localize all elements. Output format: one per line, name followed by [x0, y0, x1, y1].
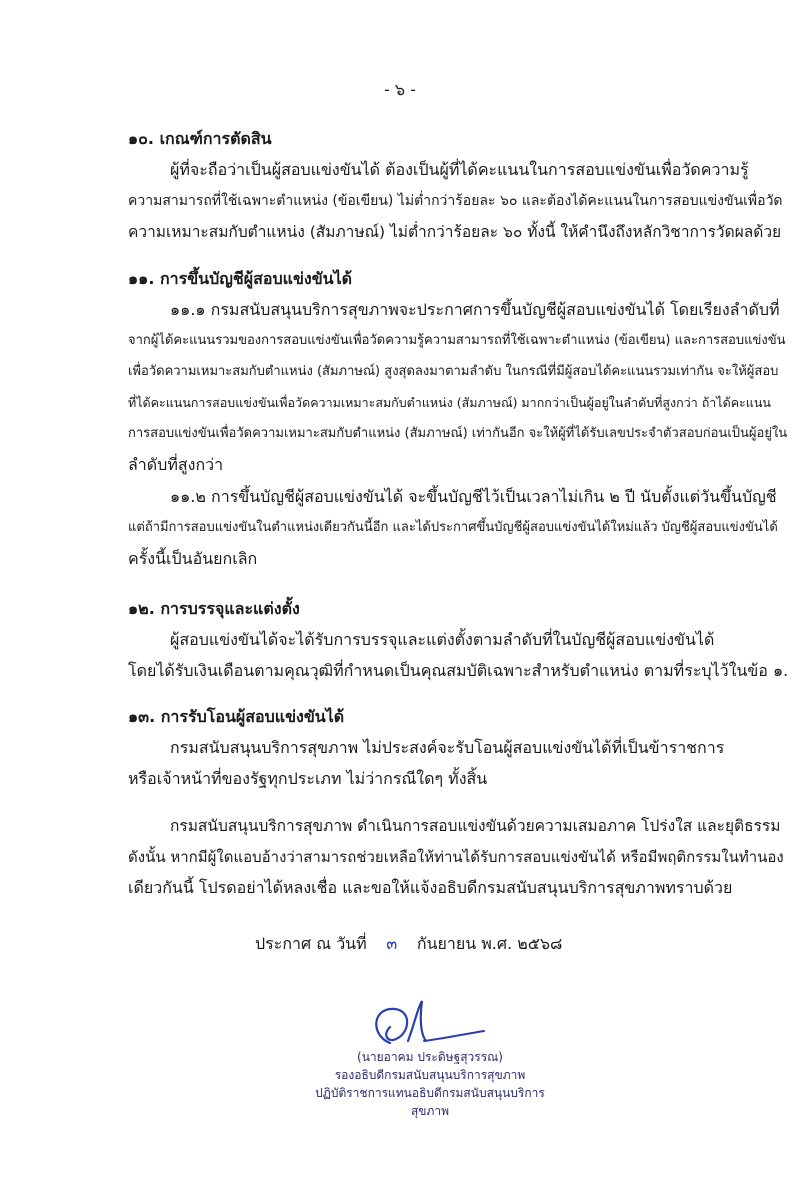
section-10-line-3: ความเหมาะสมกับตำแหน่ง (สัมภาษณ์) ไม่ต่ำกว่าร้อยละ ๖๐ ทั้งนี้ ให้คำนึงถึงหลักวิชาการวัดผลด้วย — [128, 223, 782, 241]
section-11-2-line-3: ครั้งนี้เป็นอันยกเลิก — [128, 549, 258, 568]
section-11-1-line-6: ลำดับที่สูงกว่า — [128, 455, 224, 474]
closing-line-3: เดียวกันนี้ โปรดอย่าได้หลงเชื่อ และขอให้แจ้งอธิบดีกรมสนับสนุนบริการสุขภาพทราบด้วย — [128, 878, 733, 897]
section-12-heading: ๑๒. การบรรจุและแต่งตั้ง — [128, 599, 300, 618]
section-11-2-line-2: แต่ถ้ามีการสอบแข่งขันในตำแหน่งเดียวกันนี้อีก และได้ประกาศขึ้นบัญชีผู้สอบแข่งขันได้ใหม่แล้ว บัญชีผู้สอบแข่งขันได้ — [128, 520, 778, 535]
section-11-1-line-3: เพื่อวัดความเหมาะสมกับตำแหน่ง (สัมภาษณ์) สูงสุดลงมาตามลำดับ ในกรณีที่มีผู้สอบได้คะแนนรวมเท่ากัน จะให้ผู้สอบ — [128, 364, 779, 379]
page-number: - ๖ - — [384, 80, 416, 99]
section-11-1-line-4: ที่ได้คะแนนการสอบแข่งขันเพื่อวัดความเหมาะสมกับตำแหน่ง (สัมภาษณ์) มากกว่าเป็นผู้อยู่ในลำดับที่สูงกว่า ถ้าได้คะแนน — [128, 395, 771, 410]
section-11-1-line-5: การสอบแข่งขันเพื่อวัดความเหมาะสมกับตำแหน่ง (สัมภาษณ์) เท่ากันอีก จะให้ผู้ที่ได้รับเลขประจำตัวสอบก่อนเป็นผู้อยู่ใน — [128, 426, 788, 441]
signer-title-2: ปฏิบัติราชการแทนอธิบดีกรมสนับสนุนบริการสุขภาพ — [315, 1086, 545, 1118]
section-13-heading: ๑๓. การรับโอนผู้สอบแข่งขันได้ — [128, 707, 345, 726]
section-12-line-2: โดยได้รับเงินเดือนตามคุณวุฒิที่กำหนดเป็นคุณสมบัติเฉพาะสำหรับตำแหน่ง ตามที่ระบุไว้ในข้อ ๑. — [128, 661, 789, 680]
section-11-1-line-1: ๑๑.๑ กรมสนับสนุนบริการสุขภาพจะประกาศการขึ้นบัญชีผู้สอบแข่งขันได้ โดยเรียงลำดับที่ — [170, 300, 780, 319]
announcement-date — [255, 932, 562, 957]
section-13-line-1: กรมสนับสนุนบริการสุขภาพ ไม่ประสงค์จะรับโอนผู้สอบแข่งขันได้ที่เป็นข้าราชการ — [170, 738, 725, 757]
section-10-heading: ๑๐. เกณฑ์การตัดสิน — [128, 129, 272, 148]
section-10-line-1: ผู้ที่จะถือว่าเป็นผู้สอบแข่งขันได้ ต้องเป็นผู้ที่ได้คะแนนในการสอบแข่งขันเพื่อวัดความรู้ — [170, 160, 749, 179]
handwritten-signature — [360, 995, 490, 1055]
announcement-month-year: กันยายน พ.ศ. ๒๕๖๘ — [416, 934, 563, 953]
closing-line-2: ดังนั้น หากมีผู้ใดแอบอ้างว่าสามารถช่วยเหลือให้ท่านได้รับการสอบแข่งขันได้ หรือมีพฤติกรรมในทำนอง — [128, 848, 784, 866]
signature-block — [300, 1048, 560, 1120]
closing-line-1: กรมสนับสนุนบริการสุขภาพ ดำเนินการสอบแข่งขันด้วยความเสมอภาค โปร่งใส และยุติธรรม — [170, 817, 781, 835]
section-12-line-1: ผู้สอบแข่งขันได้จะได้รับการบรรจุและแต่งตั้งตามลำดับที่ในบัญชีผู้สอบแข่งขันได้ — [170, 630, 715, 649]
section-11-1-line-2: จากผู้ได้คะแนนรวมของการสอบแข่งขันเพื่อวัดความรู้ความสามารถที่ใช้เฉพาะตำแหน่ง (ข้อเขียน) และการสอบแข่งขัน — [128, 333, 786, 348]
signer-title-1: รองอธิบดีกรมสนับสนุนบริการสุขภาพ — [334, 1068, 526, 1082]
announcement-day: ๓ — [386, 934, 398, 953]
section-13-line-2: หรือเจ้าหน้าที่ของรัฐทุกประเภท ไม่ว่ากรณีใดๆ ทั้งสิ้น — [128, 769, 488, 788]
section-11-2-line-1: ๑๑.๒ การขึ้นบัญชีผู้สอบแข่งขันได้ จะขึ้นบัญชีไว้เป็นเวลาไม่เกิน ๒ ปี นับตั้งแต่วันขึ้นบัญชี — [170, 487, 777, 506]
announcement-prefix: ประกาศ ณ วันที่ — [255, 934, 367, 953]
section-10-line-2: ความสามารถที่ใช้เฉพาะตำแหน่ง (ข้อเขียน) ไม่ต่ำกว่าร้อยละ ๖๐ และต้องได้คะแนนในการสอบแข่งขันเพื่อวัด — [128, 193, 783, 209]
signer-name: (นายอาคม ประดิษฐสุวรรณ) — [357, 1050, 503, 1064]
section-11-heading: ๑๑. การขึ้นบัญชีผู้สอบแข่งขันได้ — [128, 269, 353, 288]
